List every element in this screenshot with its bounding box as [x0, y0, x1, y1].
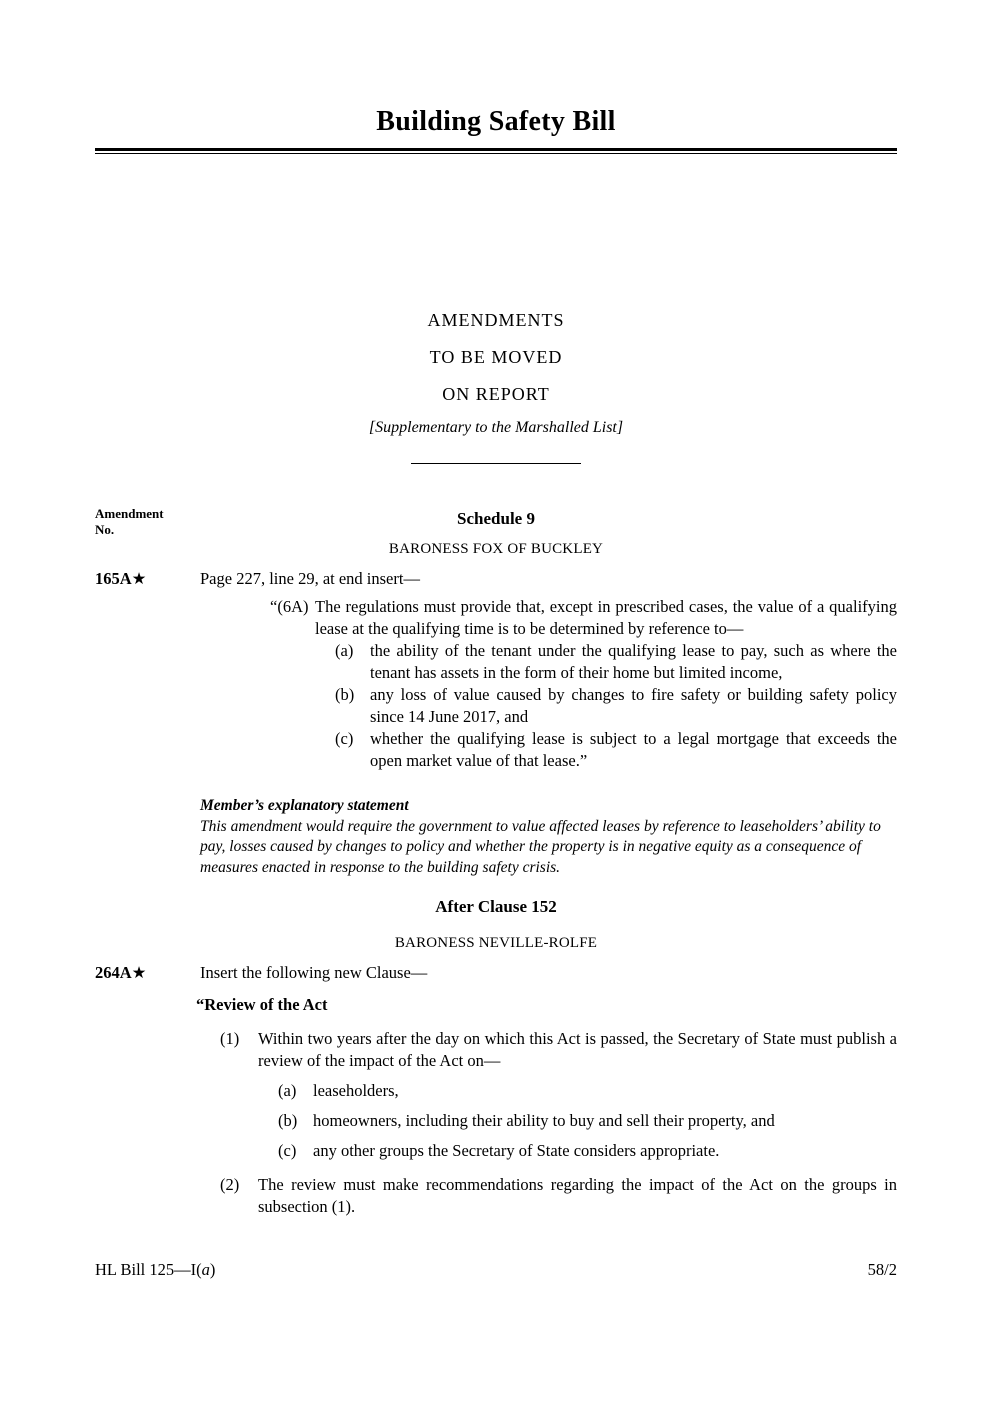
amendment-264A — [95, 962, 897, 1218]
frontmatter-line-3: ON REPORT — [442, 384, 550, 404]
frontmatter — [95, 302, 897, 464]
explanatory-statement — [200, 796, 897, 878]
item-a-text: the ability of the tenant under the qualifying lease to pay, such as where the tenant has assets in the form of their home but limited income, — [370, 641, 897, 682]
clause-para-1-item-a — [278, 1080, 897, 1102]
clause-item-c-number: (c) — [278, 1141, 297, 1160]
subsection-6A-text: The regulations must provide that, except in prescribed cases, the value of a qualifying lease at the qualifying time is to be determined by reference to— — [315, 597, 897, 638]
bill-reference — [95, 1260, 215, 1280]
clause-item-b-text: homeowners, including their ability to buy and sell their property, and — [313, 1111, 775, 1130]
amendment-no-label-line-2: No. — [95, 522, 115, 537]
clause-para-2 — [220, 1174, 897, 1218]
amendment-165A-number: 165A★ — [95, 569, 147, 588]
page-number: 58/2 — [867, 1260, 897, 1279]
clause-para-2-text: The review must make recommendations regarding the impact of the Act on the groups in subsection (1). — [258, 1175, 897, 1216]
frontmatter-line-2: TO BE MOVED — [429, 347, 563, 367]
bill-reference-suffix: ) — [209, 1260, 216, 1279]
bill-title: Building Safety Bill — [376, 106, 616, 137]
inserted-subsection-6A — [270, 596, 897, 640]
clause-para-2-number: (2) — [220, 1175, 240, 1194]
separator-rule — [411, 463, 581, 464]
amendment-165A-lead: Page 227, line 29, at end insert— — [200, 569, 420, 588]
section-1-heading-row — [95, 506, 897, 537]
section-2-mover: BARONESS NEVILLE-ROLFE — [394, 935, 598, 951]
marshalled-list-note: [Supplementary to the Marshalled List] — [368, 419, 624, 436]
clause-item-a-text: leaseholders, — [313, 1081, 399, 1100]
clause-item-a-number: (a) — [278, 1081, 297, 1100]
amendment-no-column-label — [95, 506, 164, 538]
clause-item-c-text: any other groups the Secretary of State considers appropriate. — [313, 1141, 720, 1160]
clause-para-1-item-c — [278, 1140, 897, 1162]
item-c-text: whether the qualifying lease is subject to a legal mortgage that exceeds the open market value of that lease.” — [370, 729, 897, 770]
amendment-165A-body — [200, 568, 897, 772]
page-footer — [95, 1260, 897, 1280]
item-b-number: (b) — [335, 685, 355, 704]
bill-reference-prefix: HL Bill 125—I( — [95, 1260, 202, 1279]
subsection-6A-number: “(6A) — [270, 597, 309, 616]
section-1-mover: BARONESS FOX OF BUCKLEY — [388, 541, 604, 557]
item-b-text: any loss of value caused by changes to fire safety or building safety policy since 14 June 2017, and — [370, 685, 897, 726]
clause-para-1-text: Within two years after the day on which this Act is passed, the Secretary of State must publish a review of the impact of the Act on— — [258, 1029, 897, 1070]
amendment-264A-body — [196, 962, 897, 1218]
amendment-264A-number: 264A★ — [95, 963, 147, 982]
section-2-heading: After Clause 152 — [435, 897, 557, 916]
amendment-165A — [95, 568, 897, 772]
clause-para-1-item-b — [278, 1110, 897, 1132]
item-c-number: (c) — [335, 729, 354, 748]
amendment-no-label-line-1: Amendment — [95, 506, 164, 521]
clause-para-1-number: (1) — [220, 1029, 240, 1048]
subsection-6A-item-b — [335, 684, 897, 728]
section-1-heading: Schedule 9 — [457, 509, 535, 528]
clause-item-b-number: (b) — [278, 1111, 298, 1130]
new-clause-title: “Review of the Act — [196, 995, 328, 1014]
frontmatter-line-1: AMENDMENTS — [427, 310, 565, 330]
title-rule — [95, 148, 897, 154]
clause-para-1 — [220, 1028, 897, 1072]
explanatory-statement-text: This amendment would require the government to value affected leases by reference to leaseholders’ ability to pay, losses caused by changes to policy and whether the property is in negative equity as a consequence of measures enacted in response to the building safety crisis. — [200, 817, 881, 876]
item-a-number: (a) — [335, 641, 354, 660]
subsection-6A-item-c — [335, 728, 897, 772]
subsection-6A-item-a — [335, 640, 897, 684]
explanatory-statement-heading: Member’s explanatory statement — [200, 797, 409, 814]
amendment-264A-lead: Insert the following new Clause— — [200, 963, 428, 982]
bill-reference-letter: a — [201, 1260, 210, 1279]
